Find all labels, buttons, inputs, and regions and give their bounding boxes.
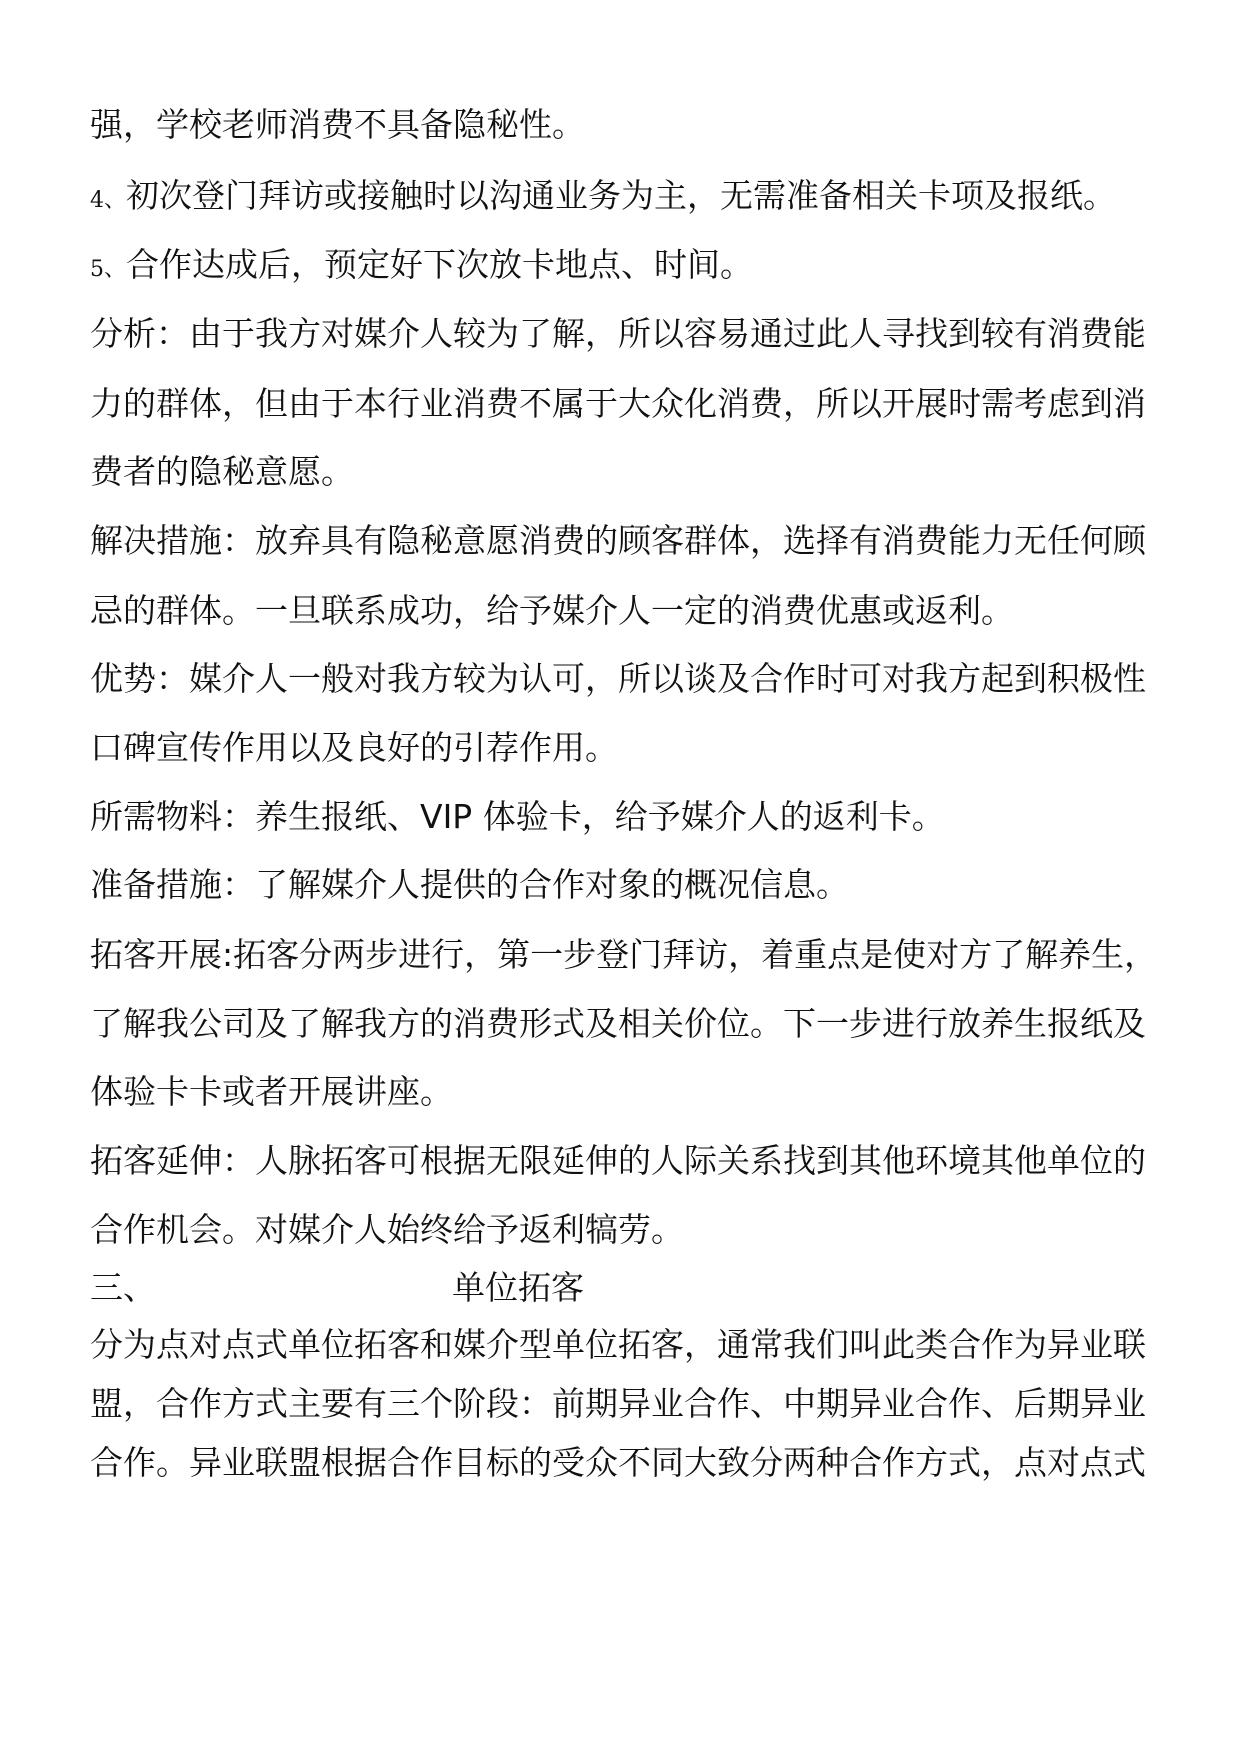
list-item-4 [90,176,1116,221]
paragraph-line: 强，学校老师消费不具备隐秘性。 [90,105,585,144]
paragraph-line: 拓客开展:拓客分两步进行，第一步登门拜访，着重点是使对方了解养生， [90,935,1158,974]
paragraph-line: 力的群体，但由于本行业消费不属于大众化消费，所以开展时需考虑到消 [90,384,1146,423]
paragraph-line: 拓客延伸：人脉拓客可根据无限延伸的人际关系找到其他环境其他单位的 [90,1141,1146,1180]
paragraph-line: 盟，合作方式主要有三个阶段：前期异业合作、中期异业合作、后期异业 [90,1384,1146,1423]
paragraph-line: 体验卡卡或者开展讲座。 [90,1072,453,1111]
list-item-text: 初次登门拜访或接触时以沟通业务为主，无需准备相关卡项及报纸。 [126,176,1116,215]
paragraph-line: 忌的群体。一旦联系成功，给予媒介人一定的消费优惠或返利。 [90,591,1014,630]
paragraph-line: 准备措施：了解媒介人提供的合作对象的概况信息。 [90,865,849,904]
paragraph-line: 合作机会。对媒介人始终给予返利犒劳。 [90,1210,684,1249]
list-item-text: 合作达成后，预定好下次放卡地点、时间。 [126,245,753,284]
paragraph-line: 分析：由于我方对媒介人较为了解，所以容易通过此人寻找到较有消费能 [90,314,1146,353]
section-heading [90,1268,156,1308]
list-marker: 4、 [90,188,126,213]
section-title: 单位拓客 [452,1268,584,1307]
list-marker: 5、 [90,257,126,282]
paragraph-line: 分为点对点式单位拓客和媒介型单位拓客，通常我们叫此类合作为异业联 [90,1325,1146,1364]
paragraph-line: 合作。异业联盟根据合作目标的受众不同大致分两种合作方式，点对点式 [90,1443,1146,1482]
paragraph-line: 费者的隐秘意愿。 [90,452,354,491]
paragraph-line: 解决措施：放弃具有隐秘意愿消费的顾客群体，选择有消费能力无任何顾 [90,521,1146,560]
list-item-5 [90,245,753,290]
section-number: 三、 [90,1268,156,1307]
paragraph-line: 了解我公司及了解我方的消费形式及相关价位。下一步进行放养生报纸及 [90,1004,1146,1043]
paragraph-line: 口碑宣传作用以及良好的引荐作用。 [90,728,618,767]
paragraph-line: 所需物料：养生报纸、VIP 体验卡，给予媒介人的返利卡。 [90,797,945,836]
paragraph-line: 优势：媒介人一般对我方较为认可，所以谈及合作时可对我方起到积极性 [90,659,1146,698]
